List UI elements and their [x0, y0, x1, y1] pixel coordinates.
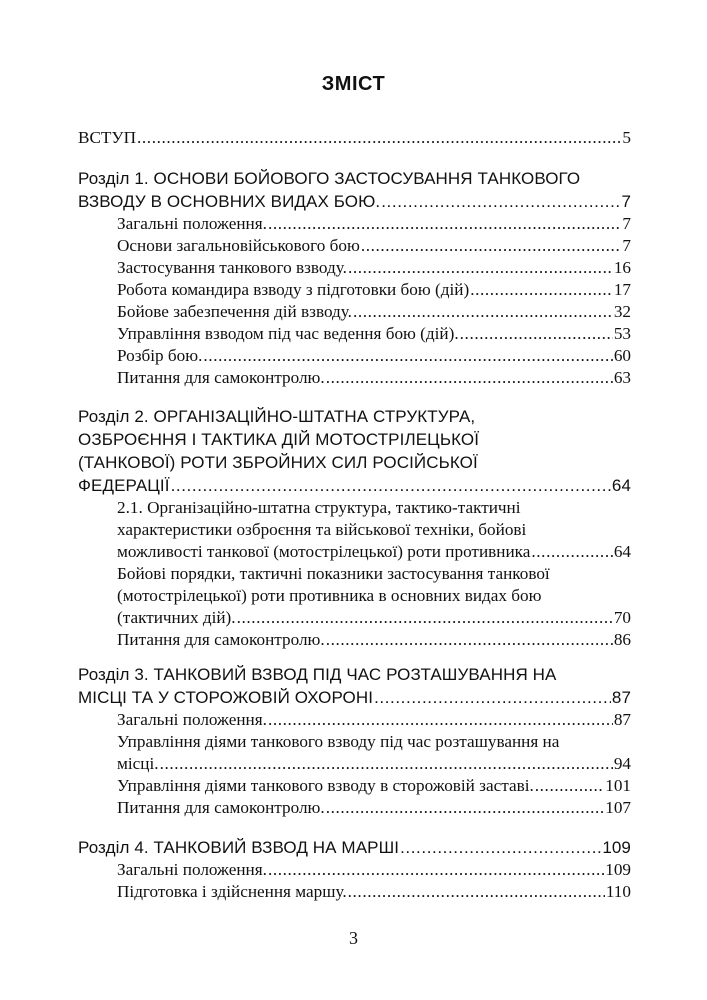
toc-entry-text: ВСТУП — [78, 128, 137, 147]
section-2-heading-line: (ТАНКОВОЇ) РОТИ ЗБРОЙНИХ СИЛ РОСІЙСЬКОЇ — [78, 453, 478, 472]
toc-entry: місці. ..... 94 — [117, 753, 631, 775]
toc-entry: Застосування танкового взводу. ..... 16 — [117, 257, 631, 279]
toc-entry-page: 87 — [611, 688, 631, 707]
section-3-heading-line: Розділ 3. ТАНКОВИЙ ВЗВОД ПІД ЧАС РОЗТАШУВАННЯ НА — [78, 665, 557, 684]
section-2-heading: ФЕДЕРАЦІЇ ..... 64 — [78, 475, 631, 497]
toc-entry-line: характеристики озброєння та військової техніки, бойові — [117, 520, 527, 539]
toc-entry-page: 64 — [611, 476, 631, 495]
toc-entry: Управління взводом під час ведення бою (дій). ..... 53 — [117, 323, 631, 345]
section-2-heading-line: Розділ 2. ОРГАНІЗАЦІЙНО-ШТАТНА СТРУКТУРА, — [78, 407, 476, 426]
toc-entry: Питання для самоконтролю. ..... 63 — [117, 367, 631, 389]
toc-entry: Розбір бою. ..... 60 — [117, 345, 631, 367]
toc-entry: Питання для самоконтролю. ..... 86 — [117, 629, 631, 651]
toc-entry-line: 2.1. Організаційно-штатна структура, тактико-тактичні — [117, 498, 521, 517]
toc-entry: Загальні положення. ..... 109 — [117, 859, 631, 881]
toc-entry-line: Управління діями танкового взводу під час розташування на — [117, 732, 560, 751]
toc-entry-page: 7 — [621, 192, 631, 211]
toc-title: ЗМІСТ — [321, 73, 386, 95]
section-3-heading: МІСЦІ ТА У СТОРОЖОВІЙ ОХОРОНІ ..... 87 — [78, 687, 631, 709]
toc-entry: Бойове забезпечення дій взводу. ..... 32 — [117, 301, 631, 323]
section-1-heading: ВЗВОДУ В ОСНОВНИХ ВИДАХ БОЮ. ..... 7 — [78, 191, 631, 213]
page-number: 3 — [349, 928, 358, 948]
toc-entry-line: Бойові порядки, тактичні показники застосування танкової — [117, 564, 550, 583]
toc-entry: Основи загальновійськового бою ..... 7 — [117, 235, 631, 257]
toc-entry: Управління діями танкового взводу в сторожовій заставі. ..... 101 — [117, 775, 631, 797]
toc-entry-page: 109 — [602, 838, 631, 857]
toc-entry: Загальні положення. ..... 7 — [117, 213, 631, 235]
toc-entry: можливості танкової (мотострілецької) роти противника ..... 64 — [117, 541, 631, 563]
toc-entry: Робота командира взводу з підготовки бою (дій) ..... 17 — [117, 279, 631, 301]
section-2-heading-line: ОЗБРОЄННЯ І ТАКТИКА ДІЙ МОТОСТРІЛЕЦЬКОЇ — [78, 430, 480, 449]
toc-entry-line: (мотострілецької) роти противника в основних видах бою — [117, 586, 542, 605]
toc-entry: Питання для самоконтролю. ..... 107 — [117, 797, 631, 819]
toc-entry-page: 5 — [622, 128, 631, 147]
toc-entry: Загальні положення. ..... 87 — [117, 709, 631, 731]
section-4-heading: Розділ 4. ТАНКОВИЙ ВЗВОД НА МАРШІ ..... 109 — [78, 837, 631, 859]
toc-entry-intro — [78, 127, 631, 149]
section-1-heading-line: Розділ 1. ОСНОВИ БОЙОВОГО ЗАСТОСУВАННЯ ТАНКОВОГО — [78, 169, 581, 188]
toc-entry: (тактичних дій). ..... 70 — [117, 607, 631, 629]
toc-entry: Підготовка і здійснення маршу. ..... 110 — [117, 881, 631, 903]
